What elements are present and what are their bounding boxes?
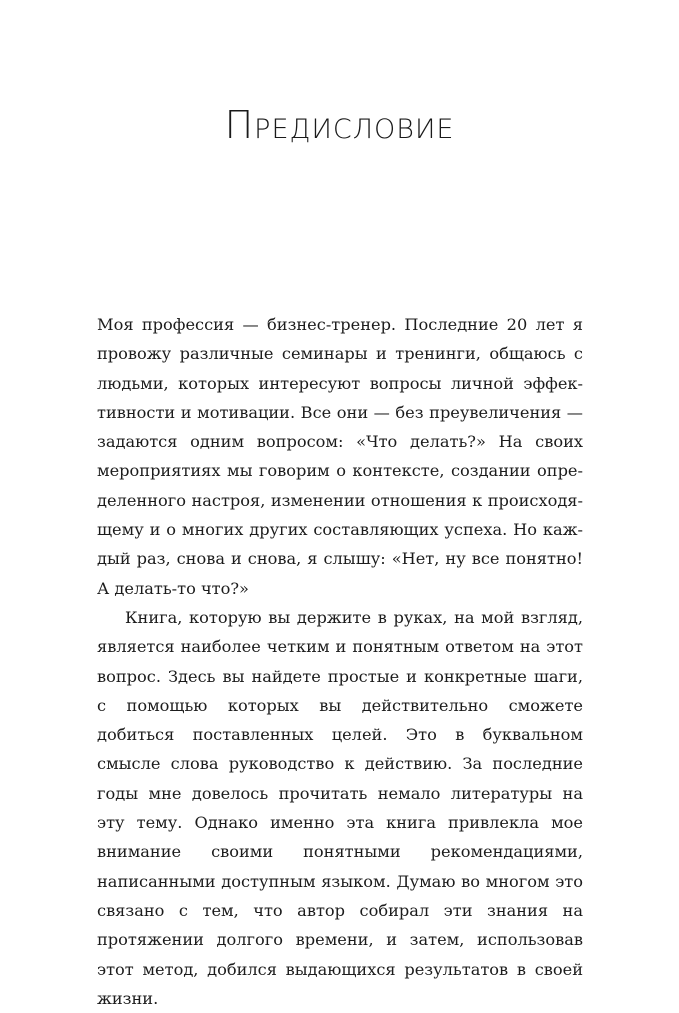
paragraph-2: Книга, которую вы держите в руках, на мой взгляд, является наиболее четким и понятным ответом на этот вопрос. Здесь вы найдете простые и конкретные шаги, с помощью которых вы действительно сможете добиться поставленных целей. Это в буквальном смысле слова руководство к действию. За последние годы мне довелось прочитать немало литературы на эту тему. Однако именно эта книга привлекла мое внимание своими понятными рекомендациями, написанными доступным языком. Думаю во многом это связано с тем, что автор собирал эти знания на протяжении долгого времени, и затем, использовав этот метод, добился выдающихся результатов в своей жизни. [97, 607, 583, 1008]
chapter-body [97, 310, 583, 1013]
paragraph-1: Моя профессия — бизнес-тренер. Последние 20 лет я провожу различные семинары и тренинги, общаюсь с людьми, которых интересуют вопросы личной эффективности и мотивации. Все они — без преувеличения — задаются одним вопросом: «Что делать?» На своих мероприятиях мы говорим о контексте, создании определенного настроя, изменении отношения к происходящему и о многих других составляющих успеха. Но каждый раз, снова и снова, я слышу: «Нет, ну все понятно! А делать-то что?» [97, 315, 583, 598]
chapter-title: Предисловие [224, 103, 455, 148]
